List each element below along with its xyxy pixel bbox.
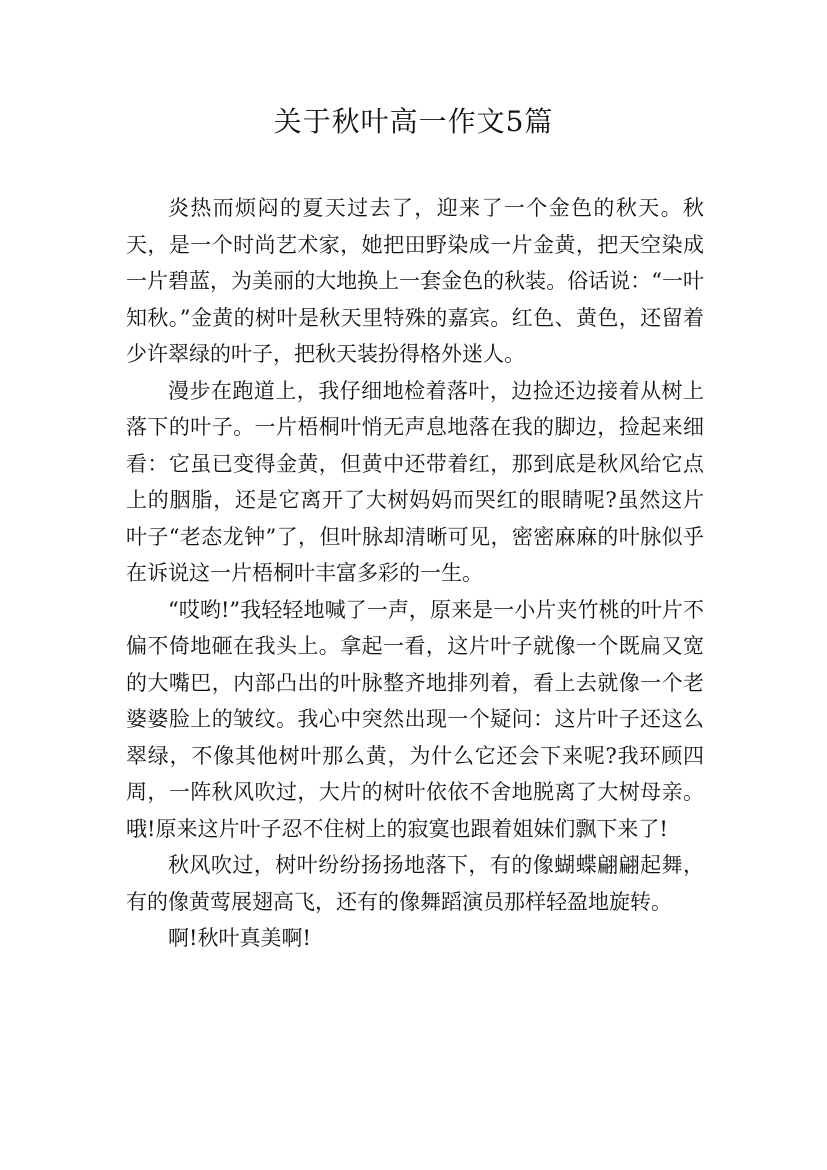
document-title: 关于秋叶高一作文5篇 bbox=[273, 105, 554, 138]
paragraph-4: 秋风吹过，树叶纷纷扬扬地落下，有的像蝴蝶翩翩起舞，有的像黄莺展翅高飞，还有的像舞蹈演员那样轻盈地旋转。 bbox=[126, 853, 704, 914]
paragraph-5: 啊!秋叶真美啊! bbox=[168, 926, 311, 950]
paragraph-1: 炎热而烦闷的夏天过去了，迎来了一个金色的秋天。秋天，是一个时尚艺术家，她把田野染成一片金黄，把天空染成一片碧蓝，为美丽的大地换上一套金色的秋装。俗话说：“一叶知秋。”金黄的树叶是秋天里特殊的嘉宾。红色、黄色，还留着少许翠绿的叶子，把秋天装扮得格外迷人。 bbox=[126, 196, 704, 366]
document-body bbox=[126, 190, 704, 957]
paragraph-3: “哎哟!”我轻轻地喊了一声，原来是一小片夹竹桃的叶片不偏不倚地砸在我头上。拿起一看，这片叶子就像一个既扁又宽的大嘴巴，内部凸出的叶脉整齐地排列着，看上去就像一个老婆婆脸上的皱纹。我心中突然出现一个疑问：这片叶子还这么翠绿，不像其他树叶那么黄，为什么它还会下来呢?我环顾四周，一阵秋风吹过，大片的树叶依依不舍地脱离了大树母亲。哦!原来这片叶子忍不住树上的寂寞也跟着姐妹们飘下来了! bbox=[126, 597, 704, 841]
paragraph-2: 漫步在跑道上，我仔细地检着落叶，边捡还边接着从树上落下的叶子。一片梧桐叶悄无声息地落在我的脚边，捡起来细看：它虽已变得金黄，但黄中还带着红，那到底是秋风给它点上的胭脂，还是它离开了大树妈妈而哭红的眼睛呢?虽然这片叶子“老态龙钟”了，但叶脉却清晰可见，密密麻麻的叶脉似乎在诉说这一片梧桐叶丰富多彩的一生。 bbox=[126, 378, 704, 585]
